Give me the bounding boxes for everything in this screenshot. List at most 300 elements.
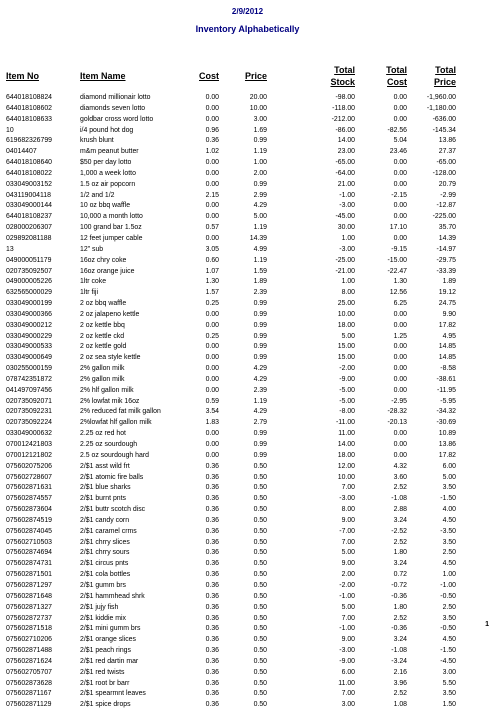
cell-total-price: -38.61 — [436, 375, 456, 383]
cell-item-name: 2/$1 jujy fish — [80, 603, 119, 611]
cell-total-price: 27.37 — [438, 148, 456, 156]
cell-total-cost: 0.00 — [393, 169, 407, 177]
cell-total-cost: 0.00 — [393, 234, 407, 242]
cell-total-price: 17.82 — [438, 451, 456, 459]
cell-total-cost: 0.00 — [393, 365, 407, 373]
cell-item-no: 075602871129 — [6, 701, 52, 709]
cell-total-cost: -0.36 — [391, 625, 407, 633]
cell-item-name: 2.5 oz sourdough hard — [80, 451, 149, 459]
cell-total-cost: 3.60 — [393, 473, 407, 481]
cell-total-stock: -1.00 — [339, 592, 355, 600]
cell-total-stock: -212.00 — [331, 115, 355, 123]
table-row — [0, 342, 495, 353]
cell-item-name: 2/$1 buttr scotch disc — [80, 506, 146, 514]
cell-item-no: 644018108237 — [6, 213, 52, 221]
cell-total-stock: 14.00 — [337, 441, 355, 448]
cell-total-price: -636.00 — [432, 115, 456, 123]
cell-price: 0.50 — [253, 614, 267, 622]
cell-price: 1.19 — [253, 397, 267, 405]
cell-item-name: 2 oz sea style kettle — [80, 354, 141, 362]
cell-item-name: 2/$1 chrry sours — [80, 549, 130, 557]
cell-item-name: i/4 pound hot dog — [80, 126, 134, 134]
cell-item-name: 2/$1 root br barr — [80, 679, 130, 687]
table-row — [0, 115, 495, 126]
cell-total-cost: 0.00 — [393, 441, 407, 448]
cell-cost: 0.36 — [205, 657, 219, 665]
cell-cost: 0.36 — [205, 636, 219, 644]
cell-item-name: diamonds seven lotto — [80, 104, 146, 112]
cell-item-name: 12" sub — [80, 245, 104, 253]
cell-total-cost: 0.00 — [393, 115, 407, 123]
table-row — [0, 93, 495, 104]
cell-total-stock: 10.00 — [337, 473, 355, 481]
cell-item-no: 075602710206 — [6, 636, 52, 644]
cell-total-cost: -0.72 — [391, 581, 407, 589]
cell-price: 0.99 — [253, 343, 267, 351]
cell-total-price: -3.50 — [440, 527, 456, 535]
cell-price: 0.50 — [253, 657, 267, 665]
cell-item-name: 1ltr fiji — [80, 289, 98, 297]
cell-item-no: 13 — [6, 245, 14, 253]
cell-total-cost: 0.00 — [393, 386, 407, 394]
cell-total-price: 2.50 — [442, 549, 456, 557]
cell-price: 0.50 — [253, 527, 267, 535]
cell-cost: 0.36 — [205, 668, 219, 676]
cell-total-cost: -2.52 — [391, 527, 407, 535]
cell-total-cost: 6.25 — [393, 300, 407, 308]
cell-total-price: -1.50 — [440, 495, 456, 503]
cell-item-no: 075602871648 — [6, 592, 52, 600]
cell-item-no: 075602705707 — [6, 668, 52, 676]
cell-price: 0.99 — [253, 310, 267, 318]
cell-item-name: goldbar cross word lotto — [80, 115, 154, 123]
col-total-price-line1: Total — [435, 65, 456, 75]
col-price: Price — [244, 71, 267, 81]
cell-price: 2.79 — [253, 419, 267, 427]
cell-price: 0.99 — [253, 441, 267, 448]
table-row — [0, 223, 495, 234]
cell-item-name: 1ltr coke — [80, 278, 107, 286]
cell-item-name: 2%lowfat hlf gallon milk — [80, 419, 152, 427]
table-row — [0, 440, 495, 451]
cell-total-stock: 5.00 — [341, 332, 355, 340]
cell-price: 0.50 — [253, 473, 267, 481]
cell-price: 1.59 — [253, 267, 267, 275]
cell-price: 2.39 — [253, 289, 267, 297]
cell-cost: 0.00 — [205, 310, 219, 318]
cell-total-price: -4.50 — [440, 657, 456, 665]
cell-total-price: -128.00 — [432, 169, 456, 177]
col-cost: Cost — [199, 71, 219, 81]
cell-item-name: 2/$1 peach rings — [80, 647, 131, 655]
table-row — [0, 570, 495, 581]
cell-total-stock: -3.00 — [339, 495, 355, 503]
cell-price: 4.99 — [253, 245, 267, 253]
table-row — [0, 321, 495, 332]
table-row — [0, 614, 495, 625]
cell-cost: 0.36 — [205, 701, 219, 709]
table-row — [0, 494, 495, 505]
cell-item-no: 619682326799 — [6, 137, 52, 145]
cell-cost: 0.36 — [205, 495, 219, 503]
cell-item-name: 2/$1 gumm brs — [80, 581, 126, 589]
cell-total-price: 5.50 — [442, 679, 456, 687]
cell-cost: 0.36 — [205, 571, 219, 579]
cell-item-no: 075602728607 — [6, 473, 52, 481]
cell-item-no: 033049000199 — [6, 300, 52, 308]
cell-item-name: 10 oz bbq waffle — [80, 202, 131, 210]
cell-cost: 2.15 — [205, 191, 219, 199]
cell-total-stock: -9.00 — [339, 375, 355, 383]
table-row — [0, 353, 495, 364]
table-row — [0, 429, 495, 440]
cell-item-name: m&m peanut butter — [80, 148, 139, 156]
cell-total-price: 3.50 — [442, 614, 456, 622]
cell-total-stock: 18.00 — [337, 321, 355, 329]
cell-item-no: 020735092071 — [6, 397, 52, 405]
cell-item-no: 10 — [6, 126, 14, 134]
cell-price: 1.00 — [253, 159, 267, 167]
cell-item-no: 632565000029 — [6, 289, 52, 297]
cell-cost: 0.00 — [205, 94, 219, 101]
cell-price: 0.50 — [253, 668, 267, 676]
cell-total-stock: 6.00 — [341, 668, 355, 676]
cell-price: 0.50 — [253, 625, 267, 633]
cell-cost: 0.36 — [205, 462, 219, 470]
table-row — [0, 397, 495, 408]
cell-total-price: -1.50 — [440, 647, 456, 655]
cell-item-name: 2/$1 burnt pnts — [80, 495, 126, 503]
cell-total-price: 4.00 — [442, 506, 456, 514]
table-row — [0, 473, 495, 484]
cell-price: 1.19 — [253, 224, 267, 232]
cell-price: 2.99 — [253, 191, 267, 199]
cell-total-cost: -28.32 — [387, 408, 407, 416]
cell-total-stock: 7.00 — [341, 538, 355, 546]
cell-cost: 3.54 — [205, 408, 219, 416]
cell-item-no: 075602871488 — [6, 647, 52, 655]
cell-item-no: 033049000649 — [6, 354, 52, 362]
cell-total-price: 35.70 — [438, 224, 456, 232]
cell-total-cost: 0.00 — [393, 104, 407, 112]
cell-item-no: 033049000212 — [6, 321, 52, 329]
cell-item-no: 041497097456 — [6, 386, 52, 394]
table-row — [0, 689, 495, 700]
cell-total-stock: 15.00 — [337, 343, 355, 351]
cell-total-stock: -8.00 — [339, 408, 355, 416]
cell-price: 1.89 — [253, 278, 267, 286]
cell-total-price: 9.90 — [442, 310, 456, 318]
table-row — [0, 462, 495, 473]
table-row — [0, 147, 495, 158]
cell-price: 0.50 — [253, 603, 267, 611]
cell-item-no: 075602872737 — [6, 614, 52, 622]
cell-cost: 3.05 — [205, 245, 219, 253]
cell-item-name: 2 oz kettle bbq — [80, 321, 125, 329]
cell-total-stock: 18.00 — [337, 451, 355, 459]
cell-item-name: 2/$1 candy corn — [80, 516, 130, 524]
table-row — [0, 407, 495, 418]
cell-price: 4.29 — [253, 375, 267, 383]
cell-item-no: 075602873604 — [6, 506, 52, 514]
cell-total-price: -65.00 — [436, 159, 456, 167]
cell-total-cost: 2.52 — [393, 484, 407, 492]
table-row — [0, 635, 495, 646]
cell-cost: 0.00 — [205, 343, 219, 351]
cell-item-no: 644018108633 — [6, 115, 52, 123]
cell-cost: 0.36 — [205, 592, 219, 600]
cell-total-cost: 23.46 — [389, 148, 407, 156]
cell-item-name: 2/$1 spearmnt leaves — [80, 690, 146, 698]
cell-item-no: 075602871631 — [6, 484, 52, 492]
cell-cost: 0.96 — [205, 126, 219, 134]
cell-total-price: 19.12 — [438, 289, 456, 297]
cell-price: 4.29 — [253, 408, 267, 416]
cell-item-no: 04014407 — [6, 148, 37, 156]
cell-cost: 0.36 — [205, 527, 219, 535]
cell-total-stock: 21.00 — [337, 180, 355, 188]
cell-price: 3.00 — [253, 115, 267, 123]
cell-item-name: 1,000 a week lotto — [80, 169, 136, 177]
cell-item-no: 020735092224 — [6, 419, 52, 427]
cell-total-price: -1,180.00 — [426, 104, 456, 112]
table-row — [0, 646, 495, 657]
cell-cost: 0.00 — [205, 159, 219, 167]
cell-total-price: 20.79 — [438, 180, 456, 188]
cell-total-price: -5.95 — [440, 397, 456, 405]
cell-total-cost: 1.80 — [393, 549, 407, 557]
cell-price: 0.50 — [253, 495, 267, 503]
cell-cost: 0.00 — [205, 202, 219, 210]
cell-total-cost: 2.52 — [393, 690, 407, 698]
cell-total-price: -14.97 — [436, 245, 456, 253]
cell-total-stock: 7.00 — [341, 690, 355, 698]
cell-item-name: 2% reduced fat milk gallon — [80, 408, 161, 416]
cell-cost: 0.36 — [205, 484, 219, 492]
cell-cost: 0.36 — [205, 581, 219, 589]
table-row — [0, 201, 495, 212]
cell-total-cost: 0.00 — [393, 159, 407, 167]
cell-item-name: 2 oz kettle ckd — [80, 332, 125, 340]
cell-item-name: 16oz chry coke — [80, 256, 127, 264]
table-row — [0, 483, 495, 494]
cell-total-price: -145.34 — [432, 126, 456, 134]
cell-cost: 1.30 — [205, 278, 219, 286]
cell-total-cost: 0.00 — [393, 180, 407, 188]
cell-item-name: 100 grand bar 1.5oz — [80, 224, 142, 232]
cell-item-name: 2 oz kettle gold — [80, 343, 127, 351]
cell-item-no: 028000206307 — [6, 224, 52, 232]
cell-total-stock: -7.00 — [339, 527, 355, 535]
cell-total-cost: -9.15 — [391, 245, 407, 253]
cell-total-cost: 1.80 — [393, 603, 407, 611]
cell-total-price: 1.89 — [442, 278, 456, 286]
cell-total-price: -29.75 — [436, 256, 456, 264]
cell-total-cost: -2.15 — [391, 191, 407, 199]
table-row — [0, 538, 495, 549]
cell-total-price: 4.50 — [442, 560, 456, 568]
cell-total-price: 13.86 — [438, 441, 456, 448]
cell-cost: 0.00 — [205, 441, 219, 448]
cell-total-stock: 1.00 — [341, 234, 355, 242]
cell-price: 0.50 — [253, 592, 267, 600]
cell-item-no: 075602871297 — [6, 581, 52, 589]
cell-total-stock: -1.00 — [339, 625, 355, 633]
cell-total-cost: 0.00 — [393, 354, 407, 362]
cell-cost: 0.00 — [205, 234, 219, 242]
table-row — [0, 581, 495, 592]
cell-item-name: 1.5 oz air popcorn — [80, 180, 136, 188]
cell-total-cost: 12.56 — [389, 289, 407, 297]
cell-item-no: 033049000632 — [6, 430, 52, 438]
cell-item-no: 033049000144 — [6, 202, 52, 210]
table-row — [0, 332, 495, 343]
cell-price: 0.50 — [253, 571, 267, 579]
cell-cost: 0.00 — [205, 430, 219, 438]
cell-total-price: 17.82 — [438, 321, 456, 329]
cell-cost: 0.59 — [205, 397, 219, 405]
cell-total-stock: -1.00 — [339, 191, 355, 199]
cell-total-cost: 0.00 — [393, 343, 407, 351]
col-total-cost-line1: Total — [386, 65, 407, 75]
cell-total-price: 24.75 — [438, 300, 456, 308]
table-row — [0, 288, 495, 299]
cell-total-stock: -64.00 — [335, 169, 355, 177]
cell-item-no: 075602874731 — [6, 560, 52, 568]
cell-total-cost: 0.00 — [393, 202, 407, 210]
cell-item-name: 2/$1 hammhead shrk — [80, 592, 145, 600]
cell-cost: 0.36 — [205, 603, 219, 611]
cell-cost: 1.83 — [205, 419, 219, 427]
table-row — [0, 364, 495, 375]
cell-item-no: 644018108602 — [6, 104, 52, 112]
cell-item-no: 075602874694 — [6, 549, 52, 557]
col-total-cost — [386, 64, 407, 88]
cell-total-price: -34.32 — [436, 408, 456, 416]
cell-total-price: 4.95 — [442, 332, 456, 340]
cell-total-cost: 4.32 — [393, 462, 407, 470]
cell-cost: 0.36 — [205, 549, 219, 557]
cell-cost: 0.25 — [205, 300, 219, 308]
cell-price: 0.99 — [253, 451, 267, 459]
table-row — [0, 169, 495, 180]
col-total-cost-line2: Cost — [387, 77, 407, 87]
cell-total-cost: 0.00 — [393, 451, 407, 459]
cell-item-name: 2 oz jalapeno kettle — [80, 310, 140, 318]
cell-total-stock: 14.00 — [337, 137, 355, 145]
cell-price: 0.50 — [253, 647, 267, 655]
cell-total-stock: 9.00 — [341, 560, 355, 568]
cell-total-price: -0.50 — [440, 625, 456, 633]
cell-cost: 0.00 — [205, 104, 219, 112]
table-row — [0, 191, 495, 202]
cell-total-price: 4.50 — [442, 636, 456, 644]
table-row — [0, 277, 495, 288]
table-row — [0, 559, 495, 570]
cell-total-stock: -65.00 — [335, 159, 355, 167]
cell-item-name: 2% gallon milk — [80, 365, 125, 373]
report-title: Inventory Alphabetically — [195, 24, 300, 34]
table-row — [0, 234, 495, 245]
cell-total-stock: -3.00 — [339, 647, 355, 655]
cell-total-stock: 11.00 — [338, 679, 355, 687]
cell-item-name: 2/$1 asst wild frt — [80, 462, 130, 470]
cell-total-stock: -3.00 — [339, 245, 355, 253]
cell-item-name: 2.25 oz sourdough — [80, 441, 138, 448]
cell-item-no: 075602874557 — [6, 495, 52, 503]
cell-total-price: 14.85 — [438, 343, 456, 351]
cell-total-stock: 30.00 — [337, 224, 355, 232]
cell-price: 0.50 — [253, 690, 267, 698]
cell-item-no: 075602873628 — [6, 679, 52, 687]
cell-price: 0.50 — [253, 506, 267, 514]
cell-item-no: 644018108824 — [6, 94, 52, 101]
cell-total-stock: -118.00 — [332, 104, 355, 112]
cell-total-cost: 0.00 — [393, 94, 407, 101]
cell-item-no: 075602871501 — [6, 571, 52, 579]
cell-item-no: 644018108022 — [6, 169, 52, 177]
cell-total-price: 1.50 — [442, 701, 456, 709]
cell-price: 1.19 — [253, 148, 267, 156]
cell-total-price: 2.50 — [442, 603, 456, 611]
cell-cost: 0.57 — [205, 224, 219, 232]
cell-price: 0.50 — [253, 516, 267, 524]
cell-price: 10.00 — [249, 104, 267, 112]
cell-item-no: 075602871518 — [6, 625, 52, 633]
cell-cost: 0.00 — [205, 180, 219, 188]
cell-price: 0.99 — [253, 180, 267, 188]
cell-item-name: 16oz orange juice — [80, 267, 135, 275]
cell-total-cost: 5.04 — [393, 137, 407, 145]
cell-total-price: 4.50 — [442, 516, 456, 524]
cell-total-price: -2.99 — [440, 191, 456, 199]
cell-item-name: 2.25 oz red hot — [80, 430, 126, 438]
cell-total-price: 3.00 — [442, 668, 456, 676]
cell-cost: 1.02 — [205, 148, 219, 156]
table-row — [0, 104, 495, 115]
cell-total-price: -33.39 — [436, 267, 456, 275]
cell-cost: 0.36 — [205, 647, 219, 655]
cell-price: 2.00 — [253, 169, 267, 177]
cell-total-price: -11.95 — [436, 386, 456, 394]
cell-item-name: 2 oz bbq waffle — [80, 300, 127, 308]
cell-total-price: 14.39 — [438, 234, 456, 242]
cell-cost: 0.00 — [205, 386, 219, 394]
table-row — [0, 527, 495, 538]
table-row — [0, 126, 495, 137]
cell-item-no: 075602871624 — [6, 657, 52, 665]
cell-item-no: 033049000533 — [6, 343, 52, 351]
page-number: 1 — [485, 621, 489, 628]
cell-price: 4.29 — [253, 365, 267, 373]
table-row — [0, 592, 495, 603]
table-row — [0, 386, 495, 397]
cell-item-name: 2/$1 red dartin mar — [80, 657, 139, 665]
table-row — [0, 548, 495, 559]
cell-cost: 1.57 — [205, 289, 219, 297]
cell-total-price: 13.86 — [438, 137, 456, 145]
cell-cost: 0.00 — [205, 169, 219, 177]
cell-total-stock: 5.00 — [341, 603, 355, 611]
cell-item-no: 049000051179 — [6, 256, 52, 264]
cell-total-cost: -20.13 — [387, 419, 407, 427]
cell-total-cost: -82.56 — [387, 126, 407, 134]
cell-total-stock: -98.00 — [335, 94, 355, 101]
cell-item-no: 070012121802 — [6, 451, 52, 459]
cell-total-price: -30.69 — [436, 419, 456, 427]
table-row — [0, 245, 495, 256]
cell-total-stock: 23.00 — [337, 148, 355, 156]
